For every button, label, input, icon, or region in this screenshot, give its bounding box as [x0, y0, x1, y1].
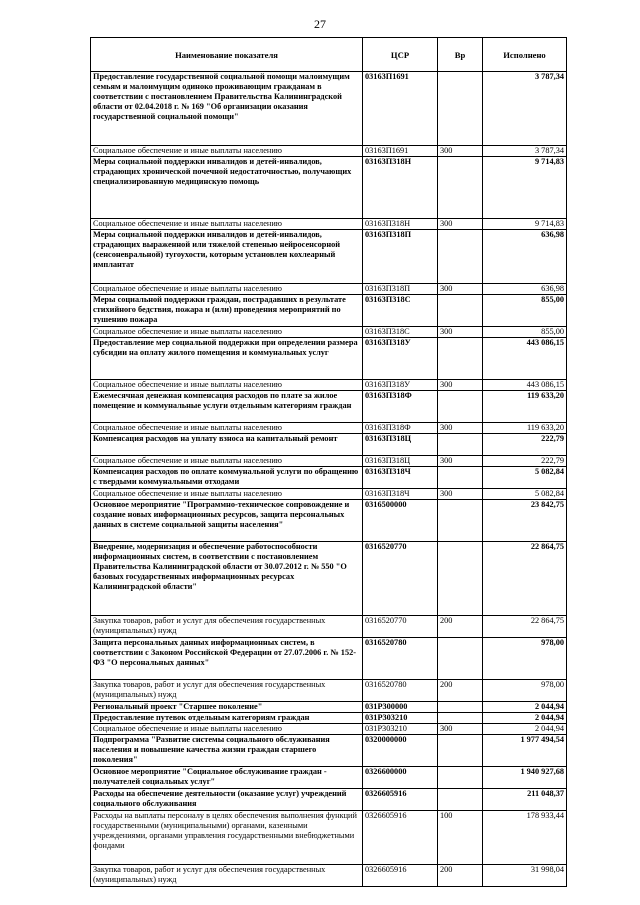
cell-vr [438, 500, 483, 542]
cell-name: Подпрограмма "Развитие системы социального обслуживания населения и повышение качества жизни граждан старшего поколения" [91, 735, 363, 767]
cell-name: Внедрение, модернизация и обеспечение работоспособности информационных систем, в соответствии с постановлением Правительства Калининградской области от 30.07.2012 г. № 550 "О базовых государственных информационных ресурсах Калининградской области" [91, 542, 363, 616]
cell-amount: 443 086,15 [483, 338, 567, 380]
cell-name: Закупка товаров, работ и услуг для обеспечения государственных (муниципальных) нужд [91, 680, 363, 702]
cell-amount: 5 082,84 [483, 489, 567, 500]
cell-vr: 100 [438, 811, 483, 865]
cell-csr: 031P303210 [363, 724, 438, 735]
table-row [91, 542, 567, 616]
cell-name: Предоставление государственной социальной помощи малоимущим семьям и малоимущим одиноко проживающим гражданам в соответствии с постановлением Правительства Калининградской области от 02.04.2018 г. № 169 "Об организации оказания государственной социальной помощи" [91, 72, 363, 146]
cell-name: Предоставление путевок отдельным категориям граждан [91, 713, 363, 724]
cell-amount: 119 633,20 [483, 391, 567, 423]
header-vr: Вр [438, 38, 483, 72]
cell-vr: 300 [438, 489, 483, 500]
table-row [91, 391, 567, 423]
cell-vr [438, 767, 483, 789]
table-row [91, 295, 567, 327]
cell-amount: 9 714,83 [483, 219, 567, 230]
cell-name: Меры социальной поддержки инвалидов и детей-инвалидов, страдающих хронической почечной недостаточностью, получающих специализированную медицинскую помощь [91, 157, 363, 219]
cell-vr [438, 713, 483, 724]
table-row [91, 434, 567, 456]
cell-name: Социальное обеспечение и иные выплаты населению [91, 219, 363, 230]
cell-csr: 031P300000 [363, 702, 438, 713]
table-row [91, 713, 567, 724]
cell-name: Компенсация расходов по оплате коммунальной услуги по обращению с твердыми коммунальными отходами [91, 467, 363, 489]
header-amount: Исполнено [483, 38, 567, 72]
cell-csr: 03163П318У [363, 380, 438, 391]
cell-name: Социальное обеспечение и иные выплаты населению [91, 423, 363, 434]
table-row [91, 811, 567, 865]
cell-vr [438, 295, 483, 327]
table-row [91, 500, 567, 542]
cell-vr: 300 [438, 219, 483, 230]
table-row [91, 327, 567, 338]
cell-vr [438, 157, 483, 219]
cell-csr: 03163П318П [363, 230, 438, 284]
cell-name: Региональный проект "Старшее поколение" [91, 702, 363, 713]
cell-csr: 03163П318П [363, 284, 438, 295]
cell-vr: 200 [438, 616, 483, 638]
cell-vr: 200 [438, 680, 483, 702]
cell-name: Меры социальной поддержки граждан, пострадавших в результате стихийного бедствия, пожара и (или) проведения мероприятий по тушению пожара [91, 295, 363, 327]
cell-amount: 23 842,75 [483, 500, 567, 542]
cell-vr [438, 735, 483, 767]
cell-vr: 300 [438, 284, 483, 295]
cell-csr: 03163П318Ц [363, 434, 438, 456]
table-row [91, 724, 567, 735]
cell-name: Социальное обеспечение и иные выплаты населению [91, 327, 363, 338]
table-row [91, 767, 567, 789]
cell-csr: 0316520780 [363, 680, 438, 702]
cell-vr: 300 [438, 724, 483, 735]
table-header-row [91, 38, 567, 72]
table-row [91, 157, 567, 219]
table-row [91, 789, 567, 811]
table-row [91, 467, 567, 489]
cell-amount: 636,98 [483, 284, 567, 295]
cell-name: Основное мероприятие "Программно-техническое сопровождение и создание новых информационных ресурсов, защита персональных данных в системе социальной защиты населения" [91, 500, 363, 542]
cell-csr: 03163П318Ф [363, 423, 438, 434]
cell-vr [438, 542, 483, 616]
cell-amount: 978,00 [483, 638, 567, 680]
cell-amount: 222,79 [483, 434, 567, 456]
cell-amount: 2 044,94 [483, 702, 567, 713]
cell-vr [438, 230, 483, 284]
table-row [91, 865, 567, 887]
cell-vr [438, 72, 483, 146]
table-row [91, 702, 567, 713]
cell-csr: 0326605916 [363, 789, 438, 811]
cell-amount: 1 940 927,68 [483, 767, 567, 789]
cell-amount: 443 086,15 [483, 380, 567, 391]
cell-csr: 03163П318Ф [363, 391, 438, 423]
cell-name: Социальное обеспечение и иные выплаты населению [91, 284, 363, 295]
table-row [91, 338, 567, 380]
budget-execution-table [90, 37, 567, 887]
cell-vr [438, 702, 483, 713]
cell-name: Расходы на обеспечение деятельности (оказание услуг) учреждений социального обслуживания [91, 789, 363, 811]
cell-name: Основное мероприятие "Социальное обслуживание граждан - получателей социальных услуг" [91, 767, 363, 789]
cell-amount: 211 048,37 [483, 789, 567, 811]
cell-csr: 0316520770 [363, 616, 438, 638]
cell-amount: 9 714,83 [483, 157, 567, 219]
cell-name: Компенсация расходов на уплату взноса на капитальный ремонт [91, 434, 363, 456]
cell-csr: 03163П1691 [363, 72, 438, 146]
cell-vr [438, 789, 483, 811]
cell-csr: 0326600000 [363, 767, 438, 789]
cell-csr: 0316520780 [363, 638, 438, 680]
cell-csr: 03163П318Ц [363, 456, 438, 467]
cell-name: Социальное обеспечение и иные выплаты населению [91, 380, 363, 391]
table-row [91, 230, 567, 284]
table-row [91, 638, 567, 680]
table-row [91, 456, 567, 467]
cell-csr: 0326605916 [363, 811, 438, 865]
page-number: 27 [314, 17, 326, 31]
cell-csr: 031P303210 [363, 713, 438, 724]
table-row [91, 680, 567, 702]
cell-csr: 03163П318С [363, 327, 438, 338]
cell-csr: 03163П318У [363, 338, 438, 380]
cell-amount: 2 044,94 [483, 713, 567, 724]
cell-name: Ежемесячная денежная компенсация расходов по плате за жилое помещение и коммунальные услуги отдельным категориям граждан [91, 391, 363, 423]
cell-vr: 300 [438, 423, 483, 434]
cell-name: Защита персональных данных информационных систем, в соответствии с Законом Российской Федерации от 27.07.2006 г. № 152-ФЗ "О персональных данных" [91, 638, 363, 680]
cell-vr: 300 [438, 456, 483, 467]
cell-csr: 03163П1691 [363, 146, 438, 157]
table-row [91, 616, 567, 638]
cell-amount: 855,00 [483, 327, 567, 338]
cell-vr [438, 434, 483, 456]
header-csr: ЦСР [363, 38, 438, 72]
cell-csr: 0326605916 [363, 865, 438, 887]
cell-name: Предоставление мер социальной поддержки при определении размера субсидии на оплату жилого помещения и коммунальных услуг [91, 338, 363, 380]
table-row [91, 72, 567, 146]
cell-amount: 3 787,34 [483, 146, 567, 157]
cell-amount: 636,98 [483, 230, 567, 284]
cell-csr: 03163П318Н [363, 157, 438, 219]
table-row [91, 489, 567, 500]
cell-name: Закупка товаров, работ и услуг для обеспечения государственных (муниципальных) нужд [91, 865, 363, 887]
cell-amount: 178 933,44 [483, 811, 567, 865]
cell-vr: 300 [438, 327, 483, 338]
cell-name: Социальное обеспечение и иные выплаты населению [91, 456, 363, 467]
cell-amount: 5 082,84 [483, 467, 567, 489]
cell-csr: 03163П318Н [363, 219, 438, 230]
cell-vr [438, 391, 483, 423]
table-row [91, 380, 567, 391]
cell-amount: 222,79 [483, 456, 567, 467]
cell-csr: 0316500000 [363, 500, 438, 542]
table-row [91, 146, 567, 157]
cell-name: Социальное обеспечение и иные выплаты населению [91, 489, 363, 500]
cell-csr: 0316520770 [363, 542, 438, 616]
table-row [91, 219, 567, 230]
cell-name: Социальное обеспечение и иные выплаты населению [91, 146, 363, 157]
cell-name: Социальное обеспечение и иные выплаты населению [91, 724, 363, 735]
table-row [91, 735, 567, 767]
cell-amount: 3 787,34 [483, 72, 567, 146]
cell-vr [438, 638, 483, 680]
cell-name: Меры социальной поддержки инвалидов и детей-инвалидов, страдающих выраженной или тяжелой степенью нейросенсорной (сенсоневральной) тугоухости, которым установлен кохлеарный имплантат [91, 230, 363, 284]
cell-amount: 22 864,75 [483, 542, 567, 616]
cell-amount: 855,00 [483, 295, 567, 327]
cell-name: Расходы на выплаты персоналу в целях обеспечения выполнения функций государственными (муниципальными) органами, казенными учреждениями, органами управления государственными внебюджетными фондами [91, 811, 363, 865]
cell-amount: 1 977 494,54 [483, 735, 567, 767]
cell-amount: 119 633,20 [483, 423, 567, 434]
cell-amount: 22 864,75 [483, 616, 567, 638]
cell-amount: 2 044,94 [483, 724, 567, 735]
cell-vr: 300 [438, 146, 483, 157]
cell-vr [438, 338, 483, 380]
cell-csr: 03163П318С [363, 295, 438, 327]
cell-amount: 31 998,04 [483, 865, 567, 887]
table-row [91, 284, 567, 295]
cell-amount: 978,00 [483, 680, 567, 702]
cell-csr: 0320000000 [363, 735, 438, 767]
cell-vr [438, 467, 483, 489]
cell-vr: 300 [438, 380, 483, 391]
cell-csr: 03163П318Ч [363, 467, 438, 489]
table-row [91, 423, 567, 434]
cell-name: Закупка товаров, работ и услуг для обеспечения государственных (муниципальных) нужд [91, 616, 363, 638]
cell-vr: 200 [438, 865, 483, 887]
header-name: Наименование показателя [91, 38, 363, 72]
cell-csr: 03163П318Ч [363, 489, 438, 500]
